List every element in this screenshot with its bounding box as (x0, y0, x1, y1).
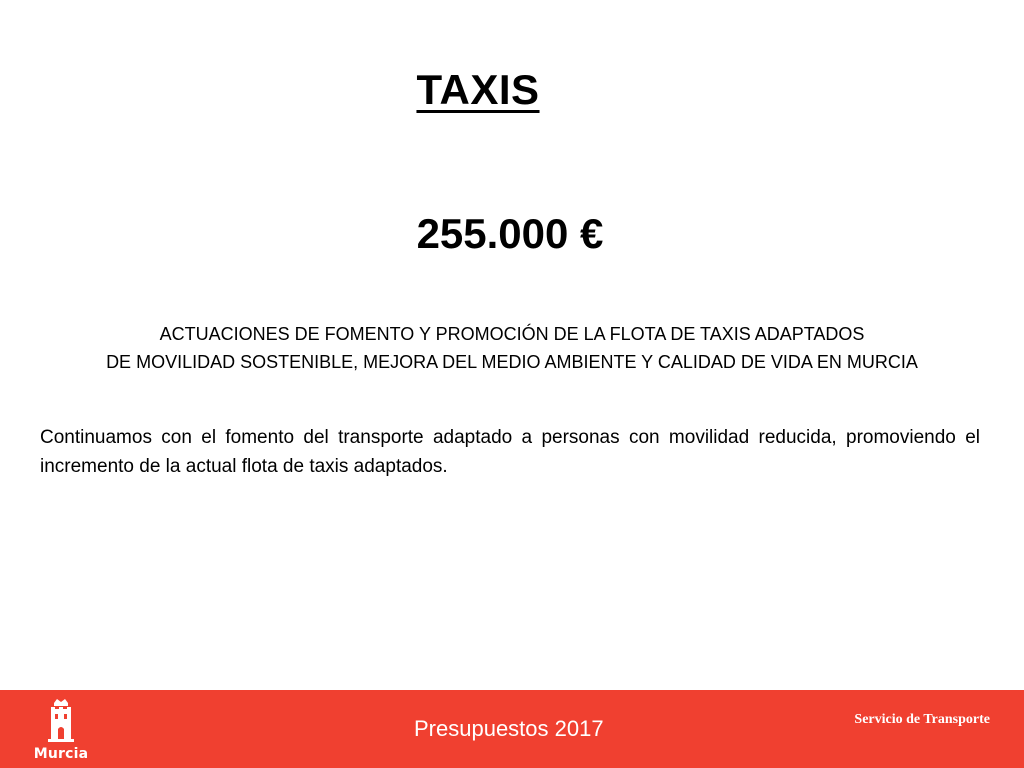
murcia-crest-icon (30, 698, 92, 746)
section-heading-line-1: ACTUACIONES DE FOMENTO Y PROMOCIÓN DE LA FLOTA DE TAXIS ADAPTADOS (159, 324, 865, 344)
budget-amount: 255.000 € (416, 210, 604, 257)
footer-title: Presupuestos 2017 (414, 716, 604, 741)
logo-text: Murcia (33, 746, 89, 762)
body-paragraph: Continuamos con el fomento del transporte adaptado a personas con movilidad reducida, promoviendo el incremento de la actual flota de taxis adaptados. (40, 427, 980, 477)
footer-bar (0, 690, 1024, 768)
footer-service-label: Servicio de Transporte (854, 712, 990, 727)
section-heading-line-2: DE MOVILIDAD SOSTENIBLE, MEJORA DEL MEDIO AMBIENTE Y CALIDAD DE VIDA EN MURCIA (106, 352, 918, 372)
page-title: TAXIS (416, 66, 540, 113)
murcia-logo (30, 698, 92, 764)
section-heading (40, 320, 984, 376)
